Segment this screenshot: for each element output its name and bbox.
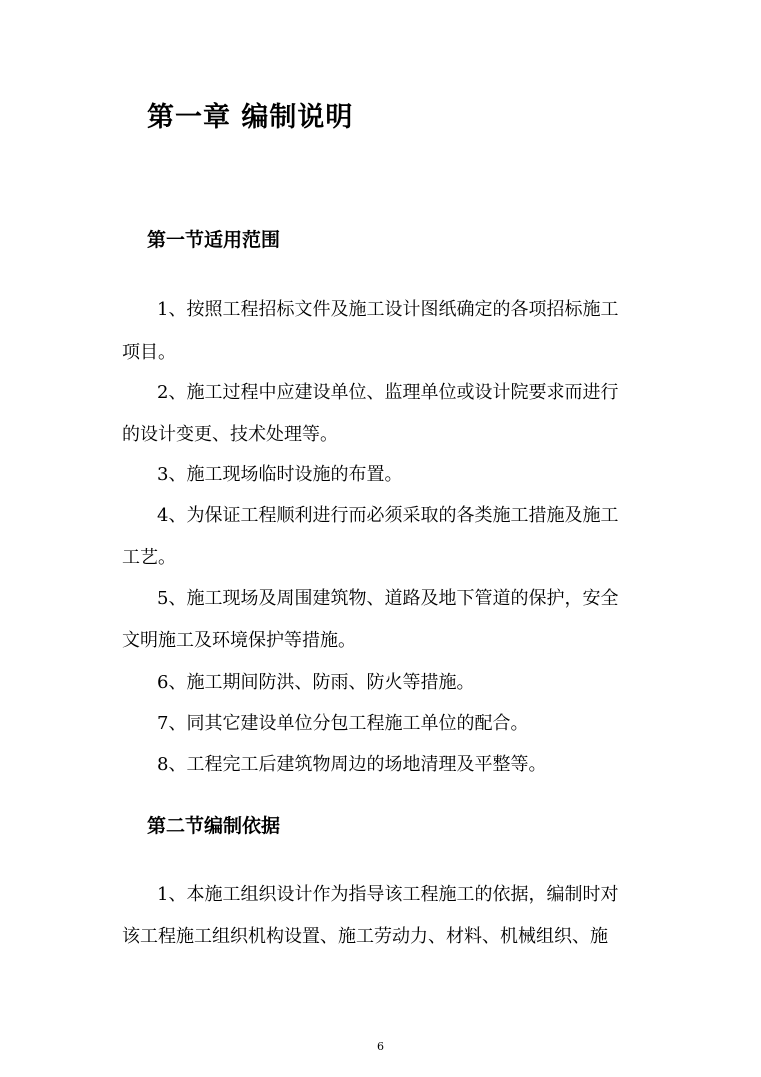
- section-title-basis: 第二节编制依据: [147, 815, 281, 837]
- paragraph-line: 3、施工现场临时设施的布置。: [157, 464, 403, 485]
- page-number: 6: [377, 1040, 384, 1053]
- paragraph-line: 1、按照工程招标文件及施工设计图纸确定的各项招标施工: [157, 299, 619, 320]
- chapter-title: 第一章 编制说明: [147, 102, 354, 133]
- paragraph-line: 工艺。: [122, 547, 176, 568]
- paragraph-line: 4、为保证工程顺利进行而必须采取的各类施工措施及施工: [157, 505, 619, 526]
- paragraph-line: 的设计变更、技术处理等。: [122, 424, 338, 445]
- paragraph-line: 8、工程完工后建筑物周边的场地清理及平整等。: [157, 754, 547, 775]
- paragraph-line: 2、施工过程中应建设单位、监理单位或设计院要求而进行: [157, 382, 619, 403]
- paragraph-line: 该工程施工组织机构设置、施工劳动力、材料、机械组织、施: [122, 926, 608, 947]
- paragraph-line: 项目。: [122, 342, 176, 363]
- paragraph-line: 7、同其它建设单位分包工程施工单位的配合。: [157, 713, 529, 734]
- paragraph-line: 5、施工现场及周围建筑物、道路及地下管道的保护，安全: [157, 588, 619, 609]
- paragraph-line: 文明施工及环境保护等措施。: [122, 630, 356, 651]
- section-title-scope: 第一节适用范围: [147, 229, 281, 251]
- paragraph-line: 1、本施工组织设计作为指导该工程施工的依据，编制时对: [157, 884, 619, 905]
- paragraph-line: 6、施工期间防洪、防雨、防火等措施。: [157, 672, 475, 693]
